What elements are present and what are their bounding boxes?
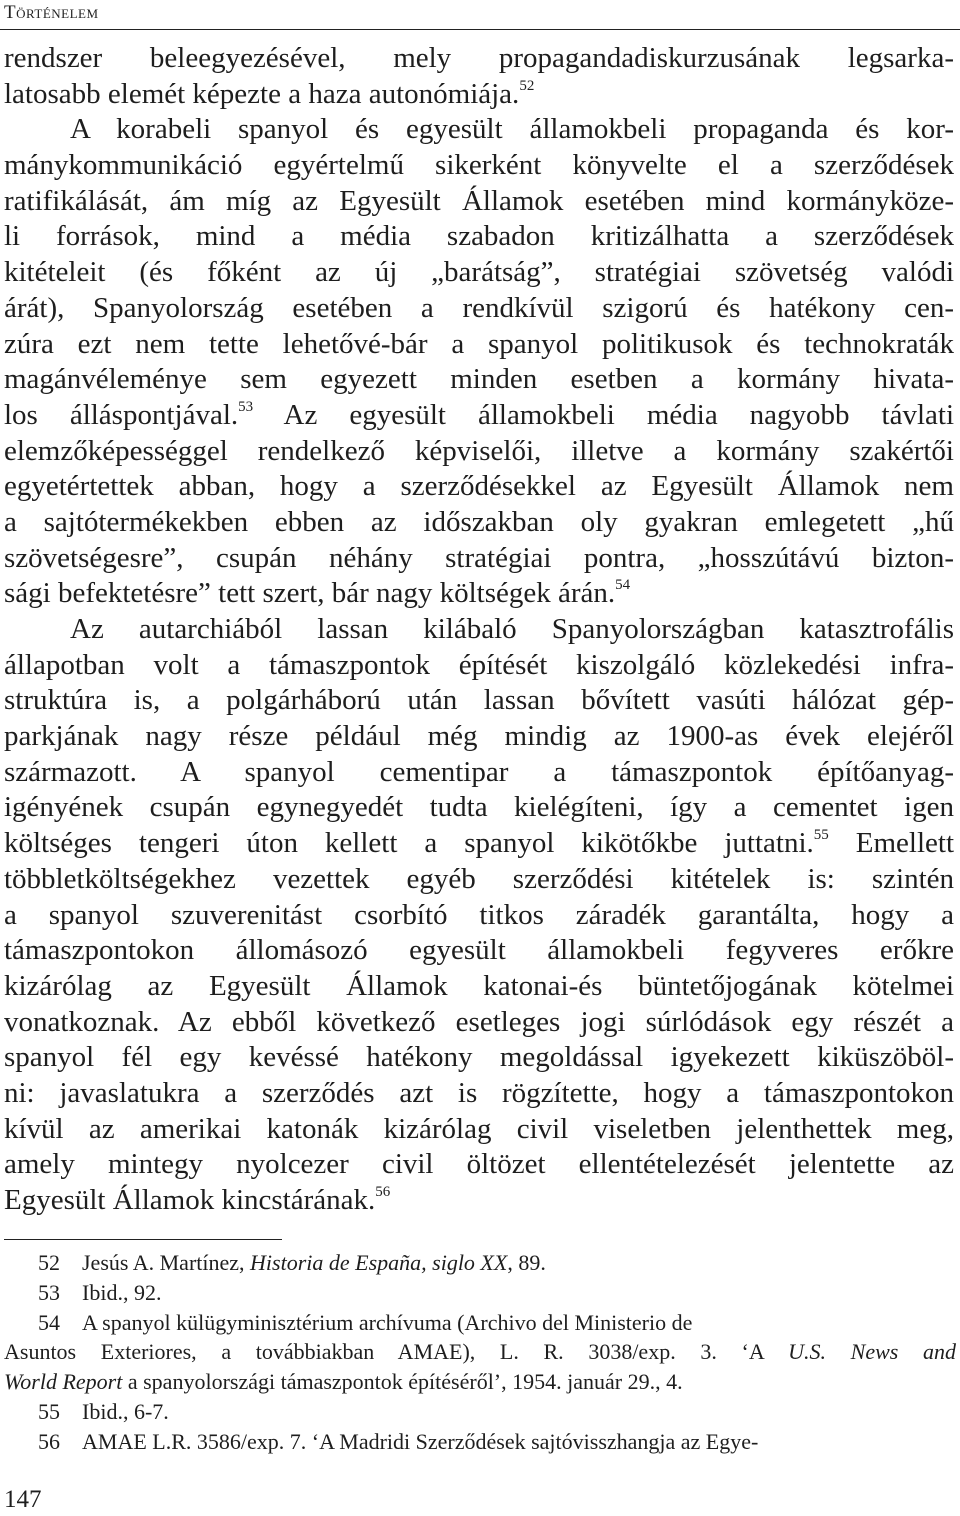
footnote-ref: 53 xyxy=(238,398,254,415)
body-line: mánykommunikáció egyértelmű sikerként könyvelte el a szerződések xyxy=(4,149,954,182)
body-line: Egyesült Államok kincstárának.$^{56}$ xyxy=(4,1184,391,1216)
footnote-54-cont: Asuntos Exteriores, a továbbiakban AMAE), L. R. 3038/exp. 3. ‘A U.S. News and xyxy=(4,1339,956,1365)
running-head: Történelem xyxy=(4,2,99,23)
page-number: 147 xyxy=(4,1486,42,1513)
footnote-number: 52 xyxy=(38,1250,60,1275)
body-line: zúra ezt nem tette lehetővé-bár a spanyol politikusok és technokraták xyxy=(4,327,954,360)
body-line: származott. A spanyol cementipar a támaszpontok építőanyag- xyxy=(4,755,954,788)
footnote-rule xyxy=(4,1239,282,1240)
body-line: a spanyol szuverenitást csorbító titkos záradék garantálta, hogy a xyxy=(4,898,954,931)
body-line: rendszer beleegyezésével, mely propagandadiskurzusának legsarka- xyxy=(4,42,954,74)
body-line: spanyol fél egy kevéssé hatékony megoldással igyekezett kiküszöböl- xyxy=(4,1041,954,1074)
body-line: parkjának nagy része például még mindig az 1900-as évek elejéről xyxy=(4,720,954,753)
footnote-54-cont: World Report a spanyolországi támaszpontok építéséről’, 1954. január 29., 4. xyxy=(4,1369,683,1395)
footnote-number: 55 xyxy=(38,1398,60,1424)
body-line: kitételeit (és főként az új „barátság”, stratégiai szövetség valódi xyxy=(4,256,954,289)
body-line: vonatkoznak. Az ebből következő esetleges jogi súrlódások egy részét a xyxy=(4,1005,954,1038)
body-line: szövetségesre”, csupán néhány stratégiai pontra, „hosszútávú bizton- xyxy=(4,541,954,574)
body-line: költséges tengeri úton kellett a spanyol kikötőkbe juttatni.$^{55}$ Emellett xyxy=(4,827,955,860)
footnote-ref: 55 xyxy=(813,827,829,844)
body-line: kívül az amerikai katonák kizárólag civil viseletben jelenthettek meg, xyxy=(4,1112,954,1145)
footnote-number: 53 xyxy=(38,1279,60,1305)
body-line: a sajtótermékekben ebben az időszakban oly gyakran emlegetett „hű xyxy=(4,505,954,538)
body-line: magánvéleménye sem egyezett minden esetben a kormány hivata- xyxy=(4,363,954,396)
footnote-55: 55 Ibid., 6-7. xyxy=(38,1397,956,1427)
footnote-ref: 56 xyxy=(375,1184,391,1200)
footnote-ref: 54 xyxy=(615,577,631,594)
body-line: los álláspontjával.$^{53}$ Az egyesült államokbeli média nagyobb távlati xyxy=(4,398,955,431)
body-line: ratifikálását, ám míg az Egyesült Államok esetében mind kormányköze- xyxy=(4,184,954,217)
body-line: A korabeli spanyol és egyesült államokbeli propaganda és kor- xyxy=(70,113,954,146)
body-line: sági befektetésre” tett szert, bár nagy költségek árán.$^{54}$ xyxy=(4,577,631,610)
body-line: struktúra is, a polgárháború után lassan bővített vasúti hálózat gép- xyxy=(4,684,954,717)
footnote-number: 54 xyxy=(38,1309,60,1335)
footnote-53: 53 Ibid., 92. xyxy=(38,1278,956,1308)
body-line: amely mintegy nyolcezer civil öltözet ellentételezését jelentette az xyxy=(4,1148,954,1181)
body-line: támaszpontokon állomásozó egyesült államokbeli fegyveres erőkre xyxy=(4,934,954,967)
body-line: ni: javaslatukra a szerződés azt is rögzítette, hogy a támaszpontokon xyxy=(4,1076,954,1109)
body-line: egyetértettek abban, hogy a szerződésekkel az Egyesült Államok nem xyxy=(4,470,954,503)
body-line: elemzőképességgel rendelkező képviselői, illetve a kormány szakértői xyxy=(4,434,954,467)
body-line: li források, mind a média szabadon kritizálhatta a szerződések xyxy=(4,220,954,253)
body-line: latosabb elemét képezte a haza autonómiája.$^{52}$ xyxy=(4,77,535,110)
footnotes xyxy=(4,1248,956,1457)
body-line: árát), Spanyolország esetében a rendkívül szigorú és hatékony cen- xyxy=(4,291,954,324)
body-line: többletköltségekhez vezettek egyéb szerződési kitételek is: szintén xyxy=(4,862,954,895)
footnote-56: 56 AMAE L.R. 3586/exp. 7. ‘A Madridi Szerződések sajtóvisszhangja az Egye- xyxy=(38,1427,956,1457)
footnote-52: 52 Jesús A. Martínez, Historia de España, siglo XX, 89. xyxy=(38,1248,956,1278)
footnote-54: 54 A spanyol külügyminisztérium archívuma (Archivo del Ministerio de xyxy=(38,1308,956,1338)
body-line: kizárólag az Egyesült Államok katonai-és büntetőjogának kötelmei xyxy=(4,969,954,1002)
body-line: Az autarchiából lassan kilábaló Spanyolországban katasztrofális xyxy=(70,613,954,645)
body-line: állapotban volt a támaszpontok építését kiszolgáló közlekedési infra- xyxy=(4,648,954,681)
header-rule xyxy=(0,29,960,30)
footnote-ref: 52 xyxy=(519,77,535,94)
body-line: igényének csupán egynegyedét tudta kielégíteni, így a cementet igen xyxy=(4,791,954,824)
body-text xyxy=(4,41,954,1219)
footnote-number: 56 xyxy=(38,1428,60,1454)
